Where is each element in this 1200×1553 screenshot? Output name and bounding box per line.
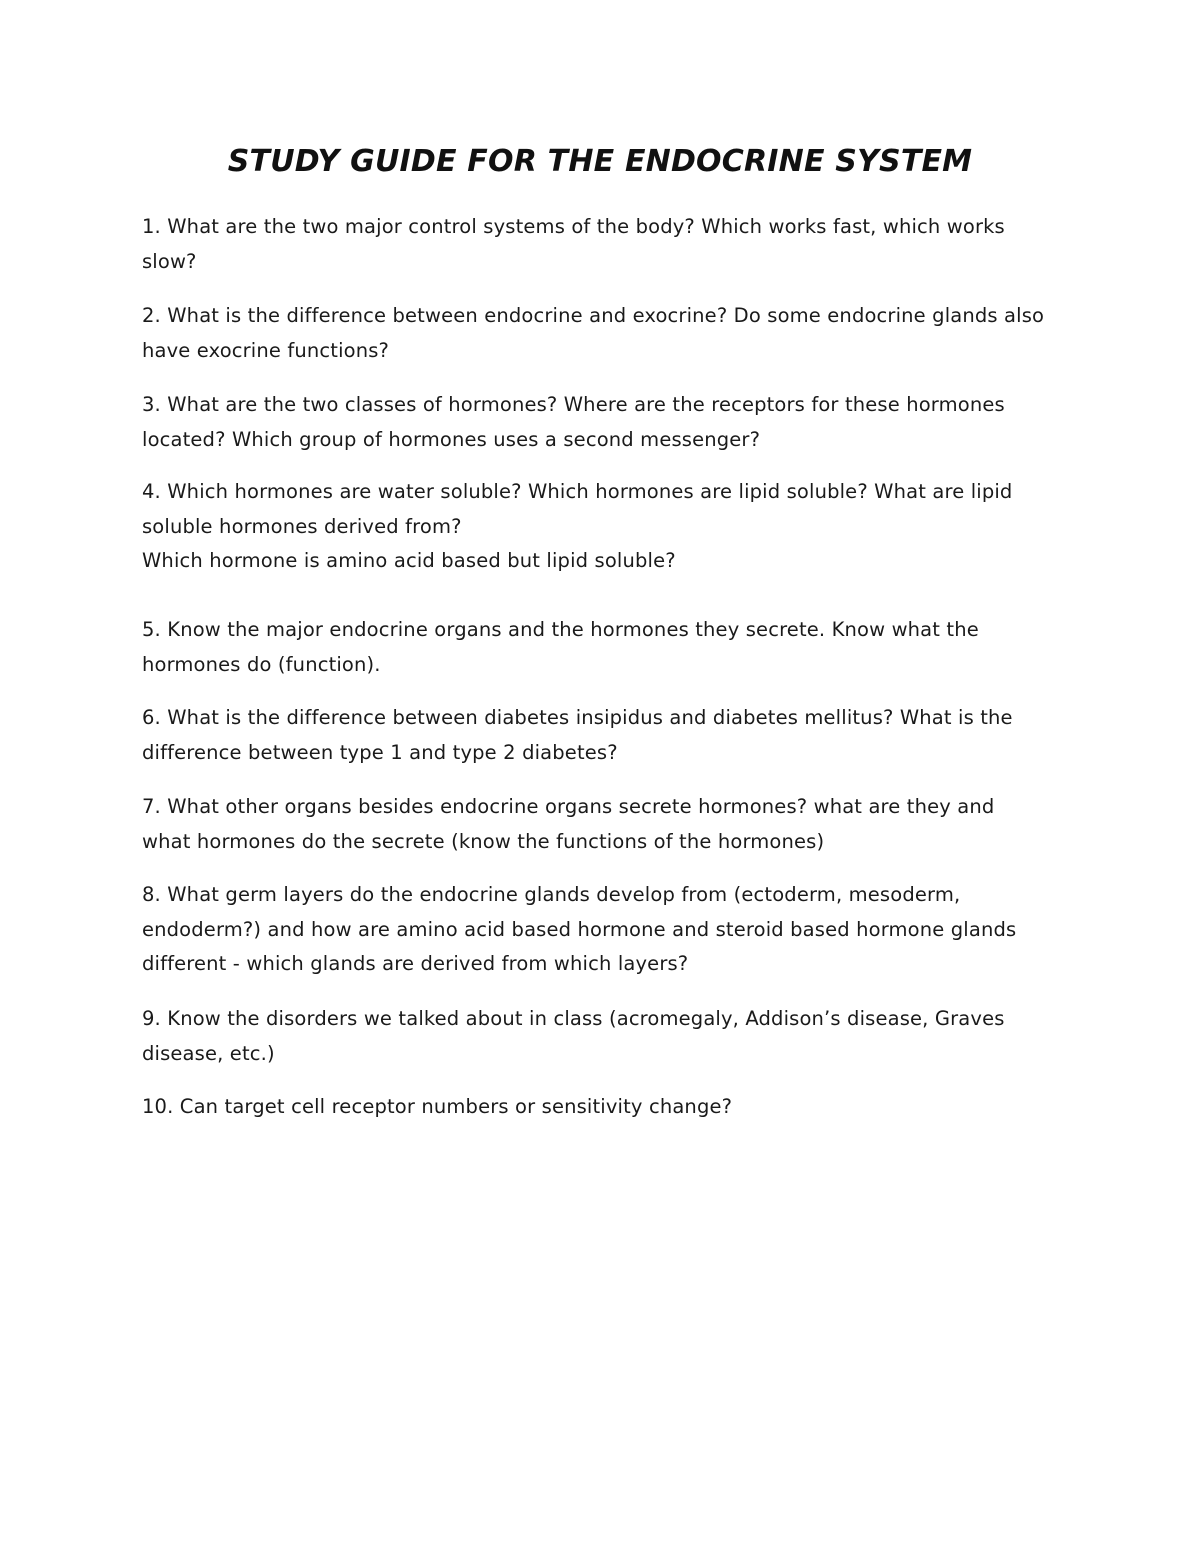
question-1 bbox=[142, 210, 1067, 279]
question-10-line-1: 10. Can target cell receptor numbers or sensitivity change? bbox=[142, 1095, 733, 1118]
question-3-line-2: located? Which group of hormones uses a second messenger? bbox=[142, 427, 761, 451]
question-4-line-2: soluble hormones derived from? bbox=[142, 514, 462, 538]
question-5 bbox=[142, 613, 1067, 682]
question-3 bbox=[142, 388, 1067, 457]
question-5-line-2: hormones do (function). bbox=[142, 652, 381, 676]
question-3-line-1: 3. What are the two classes of hormones? Where are the receptors for these hormones bbox=[142, 393, 1005, 416]
question-9 bbox=[142, 1002, 1067, 1071]
question-9-line-2: disease, etc.) bbox=[142, 1041, 275, 1065]
question-2-line-1: 2. What is the difference between endocrine and exocrine? Do some endocrine glands also bbox=[142, 304, 1045, 327]
question-6-line-2: difference between type 1 and type 2 diabetes? bbox=[142, 740, 618, 764]
question-8 bbox=[142, 878, 1067, 982]
question-8-line-1: 8. What germ layers do the endocrine glands develop from (ectoderm, mesoderm, bbox=[142, 883, 961, 906]
question-7-line-2: what hormones do the secrete (know the functions of the hormones) bbox=[142, 829, 825, 853]
question-4-line-1: 4. Which hormones are water soluble? Which hormones are lipid soluble? What are lipid bbox=[142, 480, 1013, 503]
document-title: STUDY GUIDE FOR THE ENDOCRINE SYSTEM bbox=[227, 144, 973, 179]
question-6-line-1: 6. What is the difference between diabetes insipidus and diabetes mellitus? What is the bbox=[142, 706, 1013, 729]
question-4 bbox=[142, 475, 1067, 579]
question-7-line-1: 7. What other organs besides endocrine organs secrete hormones? what are they and bbox=[142, 795, 995, 818]
question-9-line-1: 9. Know the disorders we talked about in class (acromegaly, Addison’s disease, Graves bbox=[142, 1007, 1005, 1030]
question-5-line-1: 5. Know the major endocrine organs and the hormones they secrete. Know what the bbox=[142, 618, 979, 641]
question-8-line-3: different - which glands are derived from which layers? bbox=[142, 952, 689, 975]
question-4-line-3: Which hormone is amino acid based but lipid soluble? bbox=[142, 549, 676, 572]
question-2-line-2: have exocrine functions? bbox=[142, 338, 390, 362]
question-10 bbox=[142, 1090, 1067, 1125]
question-1-line-1: 1. What are the two major control systems of the body? Which works fast, which works bbox=[142, 215, 1005, 238]
question-8-line-2: endoderm?) and how are amino acid based hormone and steroid based hormone glands bbox=[142, 917, 1017, 941]
question-2 bbox=[142, 299, 1067, 368]
question-6 bbox=[142, 701, 1067, 770]
question-7 bbox=[142, 790, 1067, 859]
question-1-line-2: slow? bbox=[142, 249, 197, 273]
